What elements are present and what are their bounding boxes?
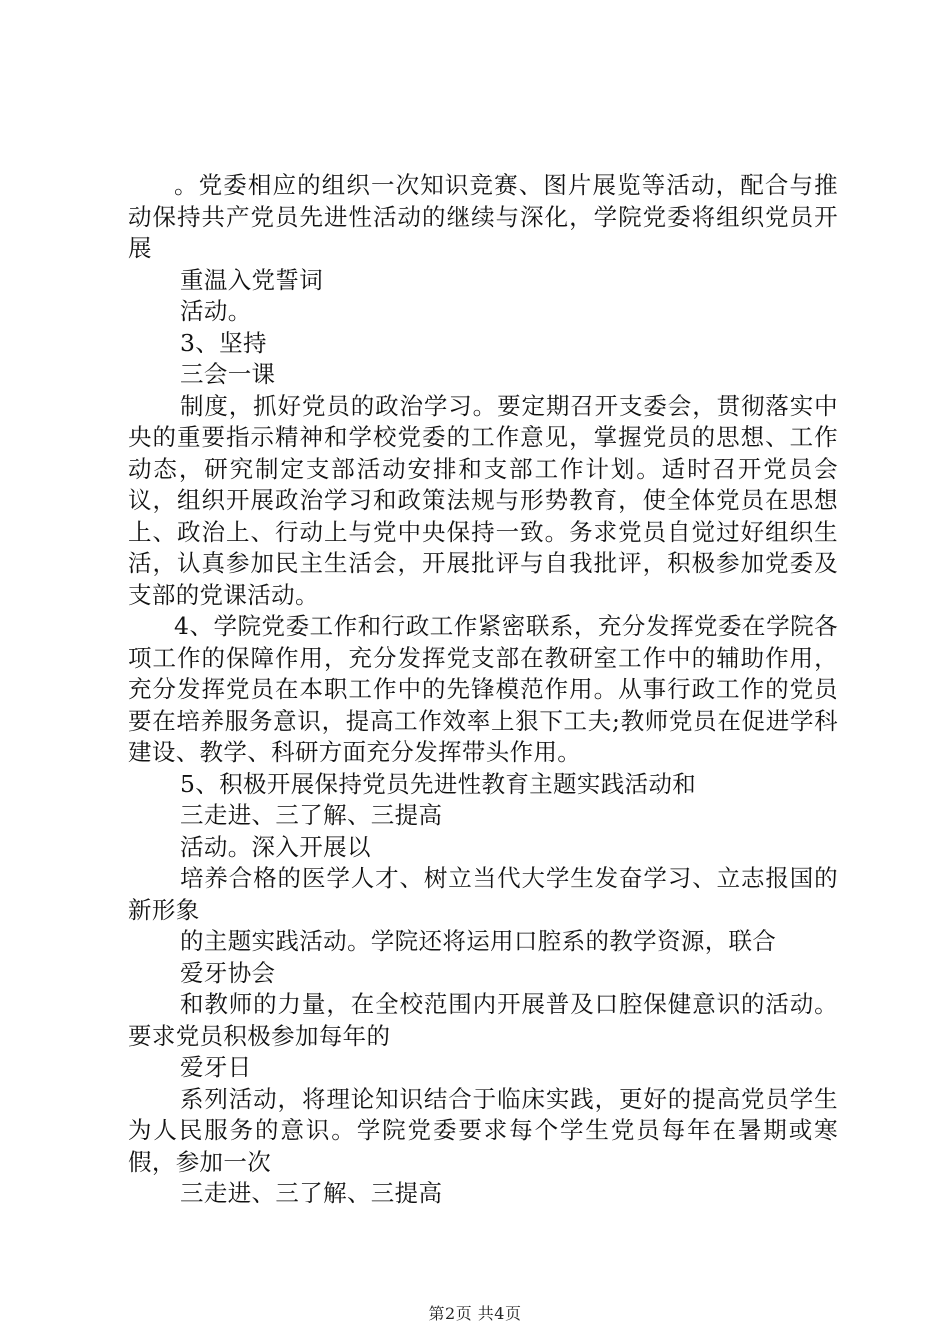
- paragraph-8: 5、积极开展保持党员先进性教育主题实践活动和: [180, 769, 697, 798]
- paragraph-15: 爱牙日: [180, 1053, 252, 1081]
- paragraph-9: 三走进、三了解、三提高: [180, 801, 443, 829]
- paragraph-17: 三走进、三了解、三提高: [180, 1179, 443, 1207]
- paragraph-6: 制度，抓好党员的政治学习。要定期召开支委会，贯彻落实中央的重要指示精神和学校党委的工作意见，掌握党员的思想、工作动态，研究制定支部活动安排和支部工作计划。适时召开党员会议，组织开展政治学习和政策法规与形势教育，使全体党员在思想上、政治上、行动上与党中央保持一致。务求党员自觉过好组织生活，认真参加民主生活会，开展批评与自我批评，积极参加党委及支部的党课活动。: [128, 391, 838, 609]
- paragraph-11: 培养合格的医学人才、树立当代大学生发奋学习、立志报国的新形象: [128, 864, 838, 924]
- paragraph-5: 三会一课: [180, 360, 276, 388]
- paragraph-16: 系列活动，将理论知识结合于临床实践，更好的提高党员学生为人民服务的意识。学院党委要求每个学生党员每年在暑期或寒假，参加一次: [128, 1084, 838, 1176]
- paragraph-13: 爱牙协会: [180, 958, 276, 987]
- paragraph-14: 和教师的力量，在全校范围内开展普及口腔保健意识的活动。要求党员积极参加每年的: [128, 990, 838, 1050]
- paragraph-3: 活动。: [180, 297, 252, 325]
- paragraph-1: 。党委相应的组织一次知识竞赛、图片展览等活动，配合与推动保持共产党员先进性活动的继续与深化，学院党委将组织党员开展: [128, 171, 838, 262]
- page-number-label: 第2页 共4页: [428, 1304, 522, 1323]
- paragraph-4: 3、坚持: [180, 328, 267, 357]
- paragraph-12: 的主题实践活动。学院还将运用口腔系的教学资源，联合: [180, 927, 777, 955]
- page-footer: [0, 1304, 950, 1324]
- paragraph-10: 活动。深入开展以: [180, 832, 371, 861]
- paragraph-2: 重温入党誓词: [180, 265, 324, 294]
- document-body: [128, 170, 838, 1210]
- paragraph-7: 4、学院党委工作和行政工作紧密联系，充分发挥党委在学院各项工作的保障作用，充分发挥党支部在教研室工作中的辅助作用，充分发挥党员在本职工作中的先锋模范作用。从事行政工作的党员要在培养服务意识，提高工作效率上狠下工夫;教师党员在促进学科建设、教学、科研方面充分发挥带头作用。: [128, 612, 838, 766]
